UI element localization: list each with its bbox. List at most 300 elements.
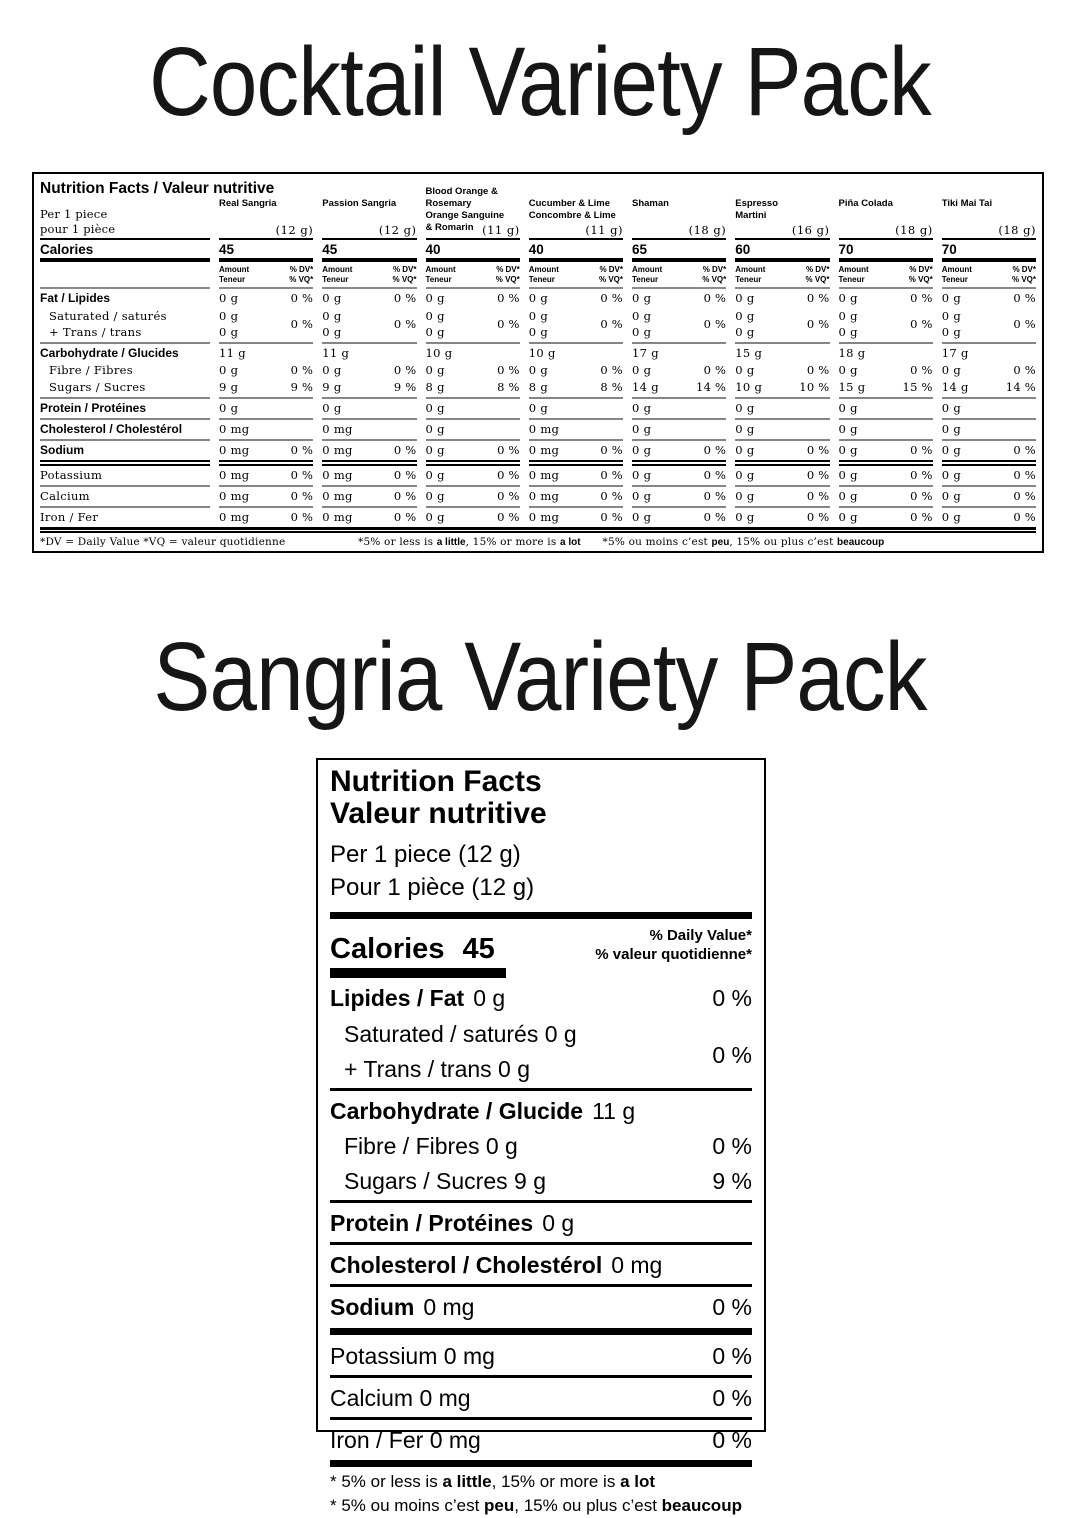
footnote-line [330, 1470, 752, 1494]
daily-value: 0 % [712, 1294, 752, 1321]
sangria-pack-title: Sangria Variety Pack [153, 622, 927, 731]
value-cell-calcium [839, 487, 933, 508]
value-cell-iron [219, 508, 313, 525]
dv-value: 0 [910, 291, 918, 305]
footnote-part: , 15% or more is [465, 536, 560, 548]
amount-header-fr: Teneur [735, 275, 762, 284]
row-label-iron: Iron / Fer [40, 510, 99, 524]
dv-value: 0 [393, 363, 402, 377]
nutrient-name: Sodium 0 mg [330, 1294, 475, 1321]
value-cell-fat [839, 289, 933, 306]
percent-sign: % [1024, 380, 1036, 394]
value-cell-sodium [529, 441, 623, 466]
percent-sign: % [302, 443, 314, 457]
amount-value: 8 g [425, 380, 445, 394]
footnote-part: , 15% ou plus c’est [729, 536, 838, 548]
product-header [322, 178, 416, 240]
amount-value: 0 g [735, 443, 755, 457]
dv-header-fr: % VQ* [908, 275, 933, 284]
nutrient-name: Calcium 0 mg [330, 1384, 471, 1411]
footnote-part: , 15% or more is [491, 1471, 621, 1491]
amount-value: 0 g [528, 291, 548, 305]
rule [330, 1088, 752, 1091]
nutrition-facts-heading-fr: Valeur nutritive [330, 797, 547, 831]
cocktail-table-grid [34, 174, 1042, 551]
amount-value: 0 g [941, 422, 961, 436]
amount-header [426, 265, 456, 287]
percent-sign: % [611, 489, 623, 503]
column-headers [219, 262, 313, 289]
percent-sign: % [715, 468, 727, 482]
value-cell-sodium [322, 441, 416, 466]
serving-size-en: Per 1 piece (12 g) [330, 840, 521, 868]
cocktail-nutrition-table [32, 172, 1044, 553]
percent-sign: % [1024, 363, 1036, 377]
percent-sign: % [611, 468, 623, 482]
value-cell-potassium [942, 466, 1036, 487]
colhead-spacer [40, 262, 210, 289]
value-cell-calcium [322, 487, 416, 508]
amount-header-en: Amount [219, 265, 250, 274]
value-cell-carbohydrate [529, 344, 623, 361]
amount-value: 18 g [838, 346, 866, 360]
amount-header [839, 265, 869, 287]
value-cell-sugars [322, 378, 416, 399]
product-header [632, 178, 726, 240]
thick-bar [330, 1460, 752, 1467]
dv-value: 0 [703, 510, 712, 524]
product-name-line: & Romarin [425, 221, 474, 233]
dv-value: 0 [703, 489, 712, 503]
product-name-line: Martini [735, 209, 767, 221]
dv-value: 0 [1013, 363, 1021, 377]
nutrient-row [330, 1041, 752, 1086]
percent-sign: % [611, 380, 623, 394]
dv-value: 0 [290, 363, 299, 377]
percent-sign: % [302, 489, 314, 503]
amount-value: 0 g [735, 401, 755, 415]
amount-header-en: Amount [735, 265, 766, 274]
amount-value: 0 g [425, 443, 445, 457]
amount-value: 0 g [838, 401, 858, 415]
percent-sign: % [302, 380, 314, 394]
percent-sign: % [405, 363, 417, 377]
footnote-part: *5% ou moins c’est [602, 536, 712, 548]
amount-value: 0 g [838, 291, 858, 305]
value-cell-iron [735, 508, 829, 525]
product-name [529, 198, 623, 222]
nutrient-name: Protein / Protéines 0 g [330, 1210, 575, 1237]
calories-value: 40 [426, 240, 520, 262]
dv-value: 0 [806, 468, 815, 482]
percent-sign: % [611, 363, 623, 377]
amount-header-en: Amount [838, 265, 869, 274]
value-cell-cholesterol [529, 420, 623, 441]
percent-sign: % [1024, 510, 1036, 524]
cocktail-pack-title: Cocktail Variety Pack [149, 27, 931, 136]
serving-size-fr: Pour 1 pièce (12 g) [330, 874, 535, 902]
value-cell-protein [839, 399, 933, 420]
nutrient-row [330, 1128, 752, 1163]
value-cell-iron [632, 508, 726, 525]
nutrition-facts-heading-en: Nutrition Facts [330, 765, 542, 798]
product-name [219, 198, 313, 210]
amount-value: 0 g [632, 325, 652, 339]
footnote-part: * 5% ou moins c’est [330, 1495, 485, 1515]
product-header [839, 178, 933, 240]
dv-value: 15 [902, 380, 918, 394]
dv-value: 0 [497, 316, 505, 331]
amount-value: 0 g [632, 468, 652, 482]
value-cell-saturated-trans [219, 306, 313, 344]
percent-sign: % [508, 380, 520, 394]
percent-sign: % [921, 363, 933, 377]
percent-sign: % [508, 291, 520, 305]
amounts [529, 308, 548, 340]
dv-value: 0 [1013, 489, 1021, 503]
amount-value: 0 g [941, 309, 961, 323]
product-name-line: Espresso [735, 198, 779, 209]
dv-header-fr: % VQ* [598, 275, 623, 284]
percent-sign: % [715, 363, 727, 377]
dv-value: 0 [703, 468, 712, 482]
product-weight: (16 g) [791, 223, 830, 237]
dv-value: 0 [1013, 291, 1021, 305]
product-name-line: Concombre & Lime [528, 209, 616, 221]
amount-value: 17 g [632, 346, 659, 360]
dv-value: 14 [1005, 380, 1021, 394]
rule [330, 1284, 752, 1287]
percent-sign: % [715, 489, 727, 503]
product-weight: (11 g) [482, 223, 520, 237]
product-weight: (18 g) [998, 223, 1036, 237]
amount-value: 8 g [528, 380, 548, 394]
value-cell-sodium [839, 441, 933, 466]
amount-value: 0 mg [528, 443, 560, 457]
amount-value: 0 g [425, 309, 445, 323]
percent-sign: % [818, 316, 830, 331]
dv-value: 0 [497, 363, 505, 377]
dv-value: 0 [600, 443, 608, 457]
amount-value: 0 g [941, 489, 961, 503]
product-weight: (18 g) [688, 223, 727, 237]
amounts [942, 308, 961, 340]
amount-value: 0 g [735, 309, 755, 323]
amount-value: 0 g [528, 309, 548, 323]
dv-value: 0 [497, 510, 505, 524]
amounts [839, 308, 858, 340]
dv-value: 0 [806, 489, 815, 503]
amount-value: 0 mg [322, 468, 353, 482]
percent-sign: % [405, 380, 417, 394]
amount-value: 0 g [322, 309, 342, 323]
percent-sign: % [1024, 443, 1036, 457]
footnote-part: a lot [620, 1471, 656, 1491]
percent-sign: % [715, 316, 727, 331]
amount-value: 0 g [219, 363, 239, 377]
amount-header-fr: Teneur [425, 275, 452, 284]
value-cell-calcium [426, 487, 520, 508]
amount-header-en: Amount [632, 265, 663, 274]
value-cell-fat [942, 289, 1036, 306]
value-cell-iron [529, 508, 623, 525]
percent-sign: % [715, 380, 727, 394]
value-cell-cholesterol [322, 420, 416, 441]
value-cell-sugars [632, 378, 726, 399]
value-cell-potassium [426, 466, 520, 487]
serving-size-en: Per 1 piece [40, 207, 108, 222]
percent-sign: % [508, 363, 520, 377]
value-cell-saturated-trans [529, 306, 623, 344]
value-cell-protein [632, 399, 726, 420]
dv-value: 0 [703, 316, 712, 331]
percent-sign: % [302, 291, 314, 305]
value-cell-sodium [219, 441, 313, 466]
product-name [632, 198, 726, 210]
amount-value: 0 g [941, 325, 961, 339]
dv-value: 0 [600, 316, 608, 331]
percent-sign: % [818, 443, 830, 457]
product-header [529, 178, 623, 240]
percent-sign: % [405, 443, 417, 457]
percent-sign: % [302, 363, 314, 377]
nutrient-row [330, 1093, 752, 1128]
value-cell-calcium [735, 487, 829, 508]
dv-value: 14 [696, 380, 712, 394]
amount-value: 0 g [322, 325, 342, 339]
product-name-line: Shaman [632, 198, 669, 209]
column-headers [735, 262, 829, 289]
dv-value: 0 [806, 291, 815, 305]
dv-value: 0 [393, 510, 402, 524]
nutrient-name: Potassium 0 mg [330, 1342, 495, 1369]
value-cell-cholesterol [632, 420, 726, 441]
nutrient-name: Carbohydrate / Glucide 11 g [330, 1097, 636, 1124]
value-cell-fat [735, 289, 829, 306]
row-label-sodium: Sodium [40, 441, 210, 466]
amount-value: 0 g [632, 489, 652, 503]
daily-value-header-en: % Daily Value* [649, 926, 752, 944]
amount-value: 0 g [838, 489, 858, 503]
percent-sign: % [405, 316, 417, 331]
daily-value: 0 % [712, 1041, 752, 1068]
calories-line [330, 935, 495, 964]
dv-header [289, 265, 313, 287]
column-headers [322, 262, 416, 289]
nutrient-row [330, 1247, 752, 1282]
percent-sign: % [508, 443, 520, 457]
product-name-line: Blood Orange & [425, 186, 498, 197]
amount-value: 0 g [735, 422, 755, 436]
dv-value: 0 [600, 291, 608, 305]
dv-header-en: % DV* [1012, 265, 1036, 274]
value-cell-carbohydrate [942, 344, 1036, 361]
nutrient-name: + Trans / trans 0 g [344, 1055, 531, 1082]
amount-value: 10 g [735, 380, 763, 394]
amount-header-fr: Teneur [838, 275, 865, 284]
value-cell-cholesterol [839, 420, 933, 441]
amount-value: 0 g [632, 291, 652, 305]
amount-header [322, 265, 352, 287]
value-cell-sugars [219, 378, 313, 399]
nutrient-name: Iron / Fer 0 mg [330, 1426, 481, 1453]
facts-heading: Nutrition Facts / Valeur nutritive [40, 180, 275, 197]
value-cell-sodium [632, 441, 726, 466]
footnote-part: a little [436, 537, 466, 548]
amount-value: 0 g [219, 325, 239, 339]
value-cell-fat [426, 289, 520, 306]
dv-value: 9 [290, 380, 299, 394]
amount-value: 0 g [632, 510, 652, 524]
amount-value: 0 g [735, 468, 755, 482]
dv-value: 0 [806, 363, 815, 377]
value-cell-calcium [632, 487, 726, 508]
dv-value: 0 [290, 443, 299, 457]
dv-header-en: % DV* [599, 265, 623, 274]
amount-value: 0 mg [528, 468, 560, 482]
dv-header-fr: % VQ* [495, 275, 520, 284]
percent-sign: % [611, 316, 623, 331]
amount-header-en: Amount [425, 265, 456, 274]
percent-sign: % [818, 363, 830, 377]
product-name [839, 198, 933, 210]
dv-value: 0 [910, 489, 918, 503]
daily-value-header [595, 927, 752, 965]
calories-value: 45 [219, 240, 313, 262]
product-name-line: Tiki Mai Tai [941, 198, 993, 209]
footnote-part: * 5% or less is [330, 1471, 443, 1491]
percent-sign: % [302, 468, 314, 482]
value-cell-sugars [426, 378, 520, 399]
amount-value: 0 g [425, 325, 445, 339]
value-cell-potassium [219, 466, 313, 487]
nutrient-row [330, 1422, 752, 1457]
value-cell-cholesterol [735, 420, 829, 441]
row-label-fibre: Fibre / Fibres [49, 363, 133, 377]
value-cell-calcium [219, 487, 313, 508]
dv-value: 0 [290, 489, 299, 503]
dv-header-en: % DV* [702, 265, 727, 274]
percent-sign: % [715, 510, 727, 524]
column-headers [942, 262, 1036, 289]
dv-value: 0 [497, 489, 505, 503]
nutrient-name: Lipides / Fat 0 g [330, 985, 506, 1012]
amount-value: 0 g [941, 468, 961, 482]
amount-header [735, 265, 765, 287]
row-label-sugars: Sugars / Sucres [40, 378, 210, 399]
amount-header-en: Amount [322, 265, 353, 274]
amount-value: 14 g [632, 380, 659, 394]
value-cell-sugars [942, 378, 1036, 399]
product-weight: (12 g) [275, 223, 314, 237]
product-header [942, 178, 1036, 240]
amount-header [219, 265, 249, 287]
daily-value: 0 % [712, 1342, 752, 1369]
dv-value: 0 [393, 468, 402, 482]
dv-value: 0 [393, 316, 402, 331]
amount-value: 0 g [735, 489, 755, 503]
percent-sign: % [715, 291, 727, 305]
dv-header [496, 265, 520, 287]
product-header [735, 178, 829, 240]
percent-sign: % [405, 510, 417, 524]
value-cell-fibre [426, 361, 520, 378]
amount-value: 0 g [838, 510, 858, 524]
dv-value: 0 [1013, 510, 1021, 524]
footnote-part: peu [484, 1495, 515, 1515]
amount-value: 0 g [219, 309, 239, 323]
dv-header-fr: % VQ* [392, 275, 417, 284]
amount-value: 0 g [425, 363, 445, 377]
row-label-carbohydrate: Carbohydrate / Glucides [40, 346, 179, 360]
dv-value: 0 [497, 468, 505, 482]
dv-header-fr: % VQ* [805, 275, 830, 284]
nutrient-name-bold: Lipides / Fat [330, 985, 465, 1012]
value-cell-saturated-trans [322, 306, 416, 344]
amount-value: 11 g [322, 346, 350, 360]
product-header [426, 178, 520, 240]
calories-underline-bar [330, 968, 506, 978]
amount-value: 0 g [219, 401, 239, 415]
amount-value: 0 g [838, 363, 858, 377]
value-cell-potassium [529, 466, 623, 487]
footnote-part: , 15% ou plus c’est [514, 1495, 662, 1515]
dv-value: 0 [910, 443, 918, 457]
amount-value: 0 g [632, 309, 652, 323]
value-cell-iron [942, 508, 1036, 525]
value-cell-potassium [322, 466, 416, 487]
value-cell-potassium [839, 466, 933, 487]
amount-value: 0 g [838, 325, 858, 339]
value-cell-fat [219, 289, 313, 306]
value-cell-calcium [942, 487, 1036, 508]
percent-sign: % [715, 443, 727, 457]
amount-value: 0 g [322, 291, 342, 305]
percent-sign: % [818, 489, 830, 503]
value-cell-fibre [632, 361, 726, 378]
footnote-line [330, 1494, 752, 1518]
dv-value: 0 [600, 363, 608, 377]
product-name-line: Piña Colada [838, 198, 893, 209]
amount-value: 0 g [425, 401, 445, 415]
rule [330, 1417, 752, 1420]
amount-header-fr: Teneur [219, 275, 246, 284]
dv-header-fr: % VQ* [702, 275, 727, 284]
amount-value: 0 mg [322, 510, 353, 524]
rule [330, 1375, 752, 1378]
nutrient-name: Cholesterol / Cholestérol 0 mg [330, 1252, 663, 1279]
amount-value: 10 g [425, 346, 453, 360]
value-cell-protein [322, 399, 416, 420]
amount-header-en: Amount [941, 265, 972, 274]
amount-value: 0 mg [528, 489, 560, 503]
percent-sign: % [611, 291, 623, 305]
percent-sign: % [921, 443, 933, 457]
value-cell-cholesterol [426, 420, 520, 441]
value-cell-saturated-trans [839, 306, 933, 344]
dv-value: 0 [806, 316, 815, 331]
calories-label: Calories [40, 240, 210, 262]
dv-header [392, 265, 416, 287]
amount-value: 0 g [941, 443, 961, 457]
dv-value: 0 [910, 510, 918, 524]
nutrient-name-bold: Protein / Protéines [330, 1210, 534, 1237]
product-name [735, 198, 829, 222]
daily-value: 0 % [712, 1426, 752, 1453]
dv-value: 0 [290, 291, 299, 305]
dv-header-en: % DV* [805, 265, 830, 274]
value-cell-potassium [632, 466, 726, 487]
